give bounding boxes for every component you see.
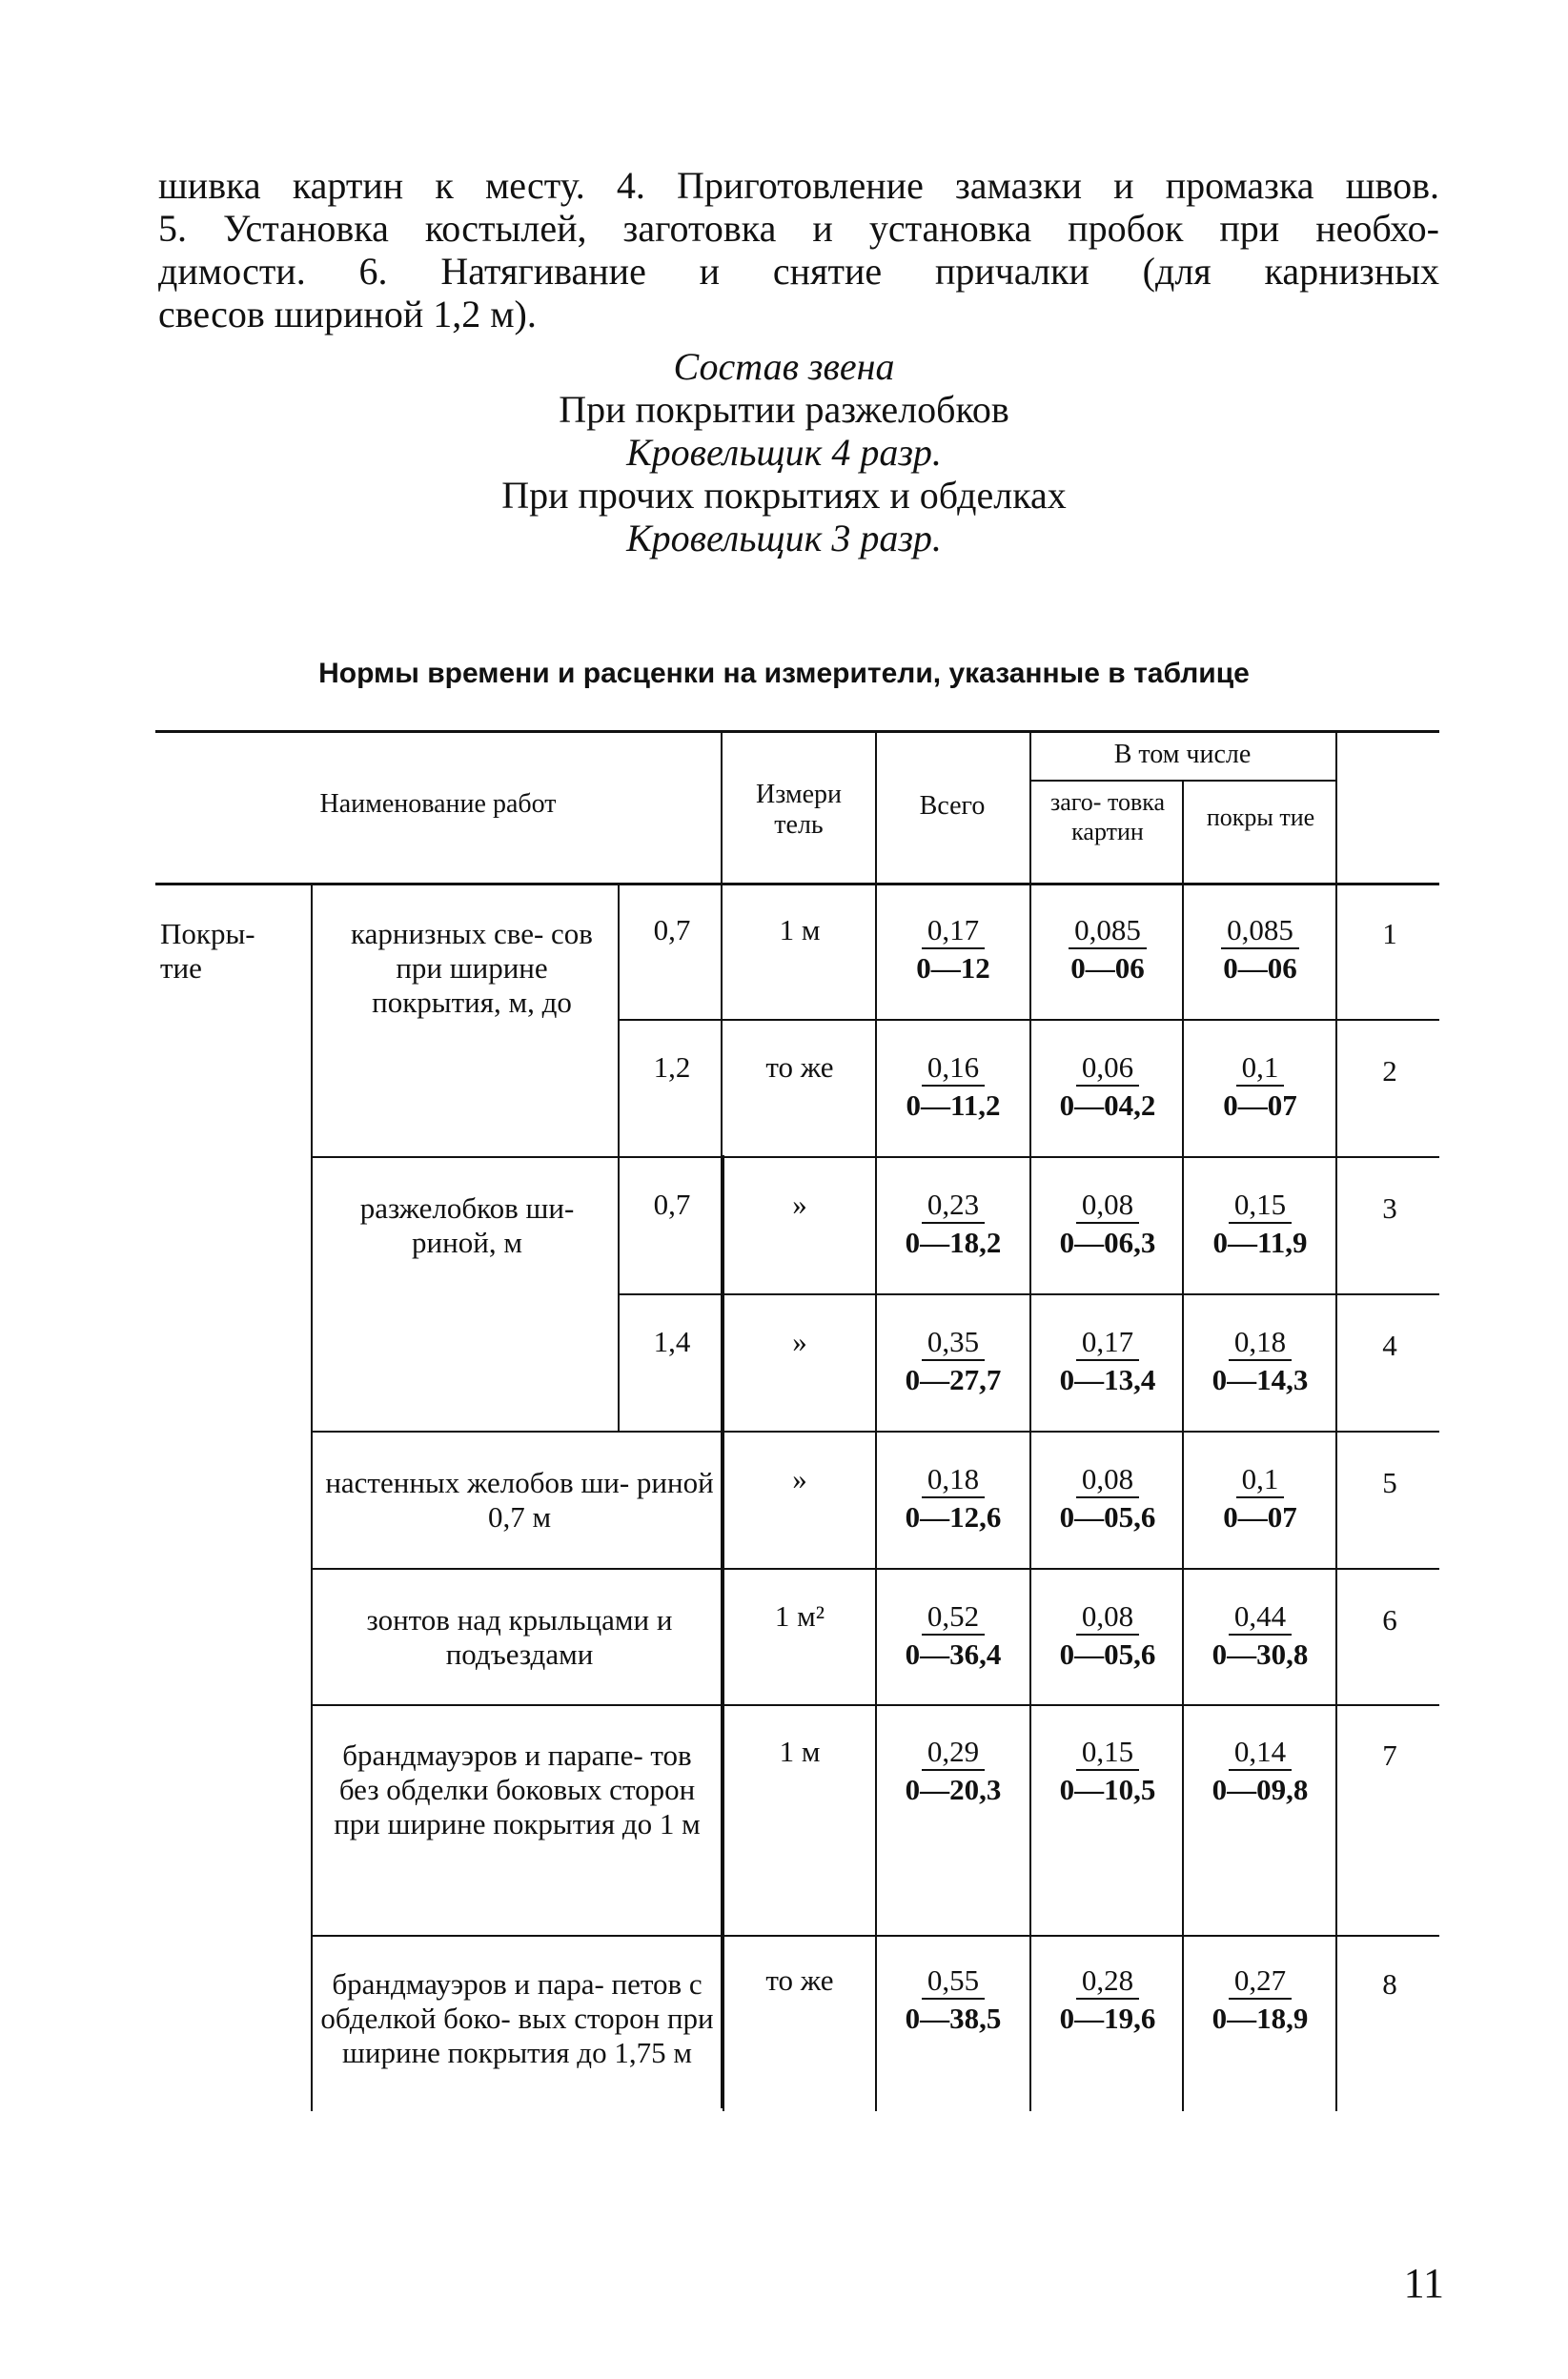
total-value xyxy=(877,1325,1029,1399)
row-description: брандмауэров и пара- петов с обделкой боко- вых сторон при ширине покрытия до 1,75 м xyxy=(320,1967,714,2069)
header-unit: Измери тель xyxy=(755,780,842,840)
cover-value xyxy=(1184,1050,1336,1125)
table-caption: Нормы времени и расценки на измерители, указанные в таблице xyxy=(318,658,1250,689)
table-rule xyxy=(311,883,313,2111)
row-number: 6 xyxy=(1382,1603,1397,1637)
prep-value xyxy=(1031,1325,1184,1399)
row-description: брандмауэров и парапе- тов без обделки боковых сторон при ширине покрытия до 1 м xyxy=(334,1738,701,1840)
rate: 0—20,3 xyxy=(905,1773,1002,1806)
row-description: зонтов над крыльцами и подъездами xyxy=(366,1603,673,1671)
rate: 0—09,8 xyxy=(1212,1773,1309,1806)
intro-line: шивка картин к месту. 4. Приготовление замазки и промазка швов. xyxy=(158,164,1439,207)
norm-time: 0,17 xyxy=(1076,1325,1139,1361)
prep-value xyxy=(1031,913,1184,987)
crew-line: Кровельщик 4 разр. xyxy=(626,431,942,474)
rate: 0—38,5 xyxy=(905,2002,1002,2035)
header-total: Всего xyxy=(919,791,986,821)
rate: 0—14,3 xyxy=(1212,1363,1309,1396)
norm-time: 0,18 xyxy=(922,1462,985,1498)
row-unit: 1 м xyxy=(779,913,821,946)
table-rule xyxy=(618,883,620,1432)
rate: 0—11,9 xyxy=(1212,1226,1308,1259)
norm-time: 0,14 xyxy=(1229,1735,1292,1771)
rate: 0—12,6 xyxy=(905,1500,1002,1534)
prep-value xyxy=(1031,1735,1184,1809)
header-including: В том числе xyxy=(1113,740,1252,769)
row-description: настенных желобов ши- риной 0,7 м xyxy=(325,1466,714,1534)
total-value xyxy=(877,1599,1029,1674)
total-value xyxy=(877,1050,1029,1125)
prep-value xyxy=(1031,1599,1184,1674)
table-rule xyxy=(155,730,1439,733)
intro-paragraph xyxy=(158,164,1439,336)
total-value xyxy=(877,1963,1029,2038)
prep-value xyxy=(1031,1462,1184,1536)
rate: 0—05,6 xyxy=(1059,1637,1156,1671)
header-prep: заго- товка картин xyxy=(1049,788,1166,845)
total-value xyxy=(877,1735,1029,1809)
norm-time: 0,52 xyxy=(922,1599,985,1636)
intro-line: свесов шириной 1,2 м). xyxy=(158,293,537,336)
cover-value xyxy=(1184,1963,1336,2038)
norm-time: 0,08 xyxy=(1076,1462,1139,1498)
rate: 0—36,4 xyxy=(905,1637,1002,1671)
cover-value xyxy=(1184,1735,1336,1809)
cover-value xyxy=(1184,1325,1336,1399)
row-number: 4 xyxy=(1382,1329,1397,1362)
row-description: карнизных све- сов при ширине покрытия, м, до xyxy=(351,917,593,1019)
rate: 0—19,6 xyxy=(1059,2002,1156,2035)
rate: 0—30,8 xyxy=(1212,1637,1309,1671)
row-unit: то же xyxy=(765,1050,834,1084)
norm-time: 0,29 xyxy=(922,1735,985,1771)
crew-line: При покрытии разжелобков xyxy=(559,388,1009,431)
row-number: 2 xyxy=(1382,1054,1397,1088)
crew-line: При прочих покрытиях и обделках xyxy=(501,474,1067,517)
norm-time: 0,15 xyxy=(1229,1188,1292,1224)
crew-heading: Состав звена xyxy=(673,345,895,388)
rate: 0—06,3 xyxy=(1059,1226,1156,1259)
row-number: 5 xyxy=(1382,1466,1397,1499)
rate: 0—07 xyxy=(1223,1500,1297,1534)
row-description: разжелобков ши- риной, м xyxy=(359,1191,575,1259)
row-number: 3 xyxy=(1382,1191,1397,1225)
rate: 0—10,5 xyxy=(1059,1773,1156,1806)
header-name: Наименование работ xyxy=(319,789,557,819)
table-rule xyxy=(723,1155,724,2111)
prep-value xyxy=(1031,1963,1184,2038)
total-value xyxy=(877,913,1029,987)
row-width: 0,7 xyxy=(653,913,691,946)
cover-value xyxy=(1184,1188,1336,1262)
row-width: 1,4 xyxy=(653,1325,691,1358)
norm-time: 0,085 xyxy=(1221,913,1299,949)
norm-time: 0,1 xyxy=(1236,1462,1285,1498)
cover-value xyxy=(1184,913,1336,987)
norm-time: 0,08 xyxy=(1076,1188,1139,1224)
rate: 0—06 xyxy=(1070,951,1145,985)
cover-value xyxy=(1184,1462,1336,1536)
prep-value xyxy=(1031,1050,1184,1125)
rate: 0—18,9 xyxy=(1212,2002,1309,2035)
norm-time: 0,085 xyxy=(1069,913,1147,949)
row-number: 7 xyxy=(1382,1738,1397,1772)
rate: 0—06 xyxy=(1223,951,1297,985)
norm-time: 0,06 xyxy=(1076,1050,1139,1087)
norm-time: 0,55 xyxy=(922,1963,985,2000)
table-rule xyxy=(618,1293,1439,1295)
row-unit: то же xyxy=(765,1963,834,1997)
total-value xyxy=(877,1462,1029,1536)
table-rule xyxy=(155,883,1439,885)
norm-time: 0,27 xyxy=(1229,1963,1292,2000)
header-cover: покры тие xyxy=(1206,803,1315,831)
norm-time: 0,1 xyxy=(1236,1050,1285,1087)
row-number: 8 xyxy=(1382,1967,1397,2001)
prep-value xyxy=(1031,1188,1184,1262)
norm-time: 0,23 xyxy=(922,1188,985,1224)
rate: 0—11,2 xyxy=(906,1088,1001,1122)
crew-line: Кровельщик 3 разр. xyxy=(626,517,942,559)
cover-value xyxy=(1184,1599,1336,1674)
norm-time: 0,15 xyxy=(1076,1735,1139,1771)
intro-line: 5. Установка костылей, заготовка и установка пробок при необхо- xyxy=(158,207,1439,250)
row-unit: » xyxy=(792,1462,807,1495)
rate: 0—12 xyxy=(916,951,990,985)
row-width: 0,7 xyxy=(653,1188,691,1221)
norm-time: 0,44 xyxy=(1229,1599,1292,1636)
rate: 0—13,4 xyxy=(1059,1363,1156,1396)
row-width: 1,2 xyxy=(653,1050,691,1084)
rate: 0—27,7 xyxy=(905,1363,1002,1396)
rate: 0—07 xyxy=(1223,1088,1297,1122)
rate: 0—18,2 xyxy=(905,1226,1002,1259)
row-unit: 1 м² xyxy=(774,1599,825,1633)
norm-time: 0,18 xyxy=(1229,1325,1292,1361)
rate: 0—04,2 xyxy=(1059,1088,1156,1122)
row-unit: 1 м xyxy=(779,1735,821,1768)
row-unit: » xyxy=(792,1188,807,1221)
norm-time: 0,16 xyxy=(922,1050,985,1087)
rate: 0—05,6 xyxy=(1059,1500,1156,1534)
total-value xyxy=(877,1188,1029,1262)
norm-time: 0,35 xyxy=(922,1325,985,1361)
norm-time: 0,17 xyxy=(922,913,985,949)
table-rule xyxy=(618,1019,1439,1021)
norm-time: 0,28 xyxy=(1076,1963,1139,2000)
group-label: Покры- тие xyxy=(160,917,255,985)
page-number: 11 xyxy=(1403,2260,1444,2307)
norm-time: 0,08 xyxy=(1076,1599,1139,1636)
intro-line: димости. 6. Натягивание и снятие причалки (для карнизных xyxy=(158,250,1439,293)
row-unit: » xyxy=(792,1325,807,1358)
row-number: 1 xyxy=(1382,917,1397,950)
